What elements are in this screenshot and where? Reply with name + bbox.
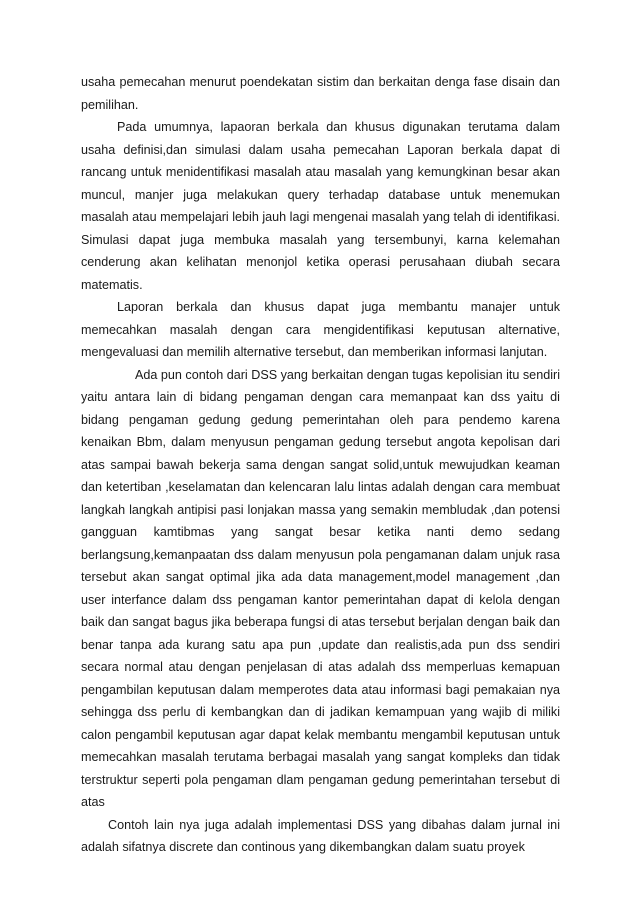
body-text — [81, 71, 560, 859]
paragraph-dss-police-example: Ada pun contoh dari DSS yang berkaitan dengan tugas kepolisian itu sendiri yaitu antara lain di bidang pengaman dengan cara memanpaat kan dss yaitu di bidang pengaman gedung gedung pemerintahan oleh para pendemo karena kenaikan Bbm, dalam menyusun pengaman gedung tersebut angota kepolisan dari atas sampai bawah bekerja sama dengan sangat solid,untuk mewujudkan keaman dan ketertiban ,keselamatan dan kelencaran lalu lintas adalah dengan cara membuat langkah langkah antipisi pasi lonjakan massa yang semakin membludak ,dan potensi gangguan kamtibmas yang sangat besar ketika nanti demo sedang berlangsung,kemanpaatan dss dalam menyusun pola pengamanan dalam unjuk rasa tersebut akan sangat optimal jika ada data management,model management ,dan user interfance dalam dss pengaman kantor pemerintahan dapat di kelola dengan baik dan sangat bagus jika beberapa fungsi di atas tersebut berjalan dengan baik dan benar tanpa ada kurang satu apa pun ,update dan realistis,ada pun dss sendiri secara normal atau dengan penjelasan di atas adalah dss memperluas kemapuan pengambilan keputusan dalam memperotes data atau informasi bagi pemakaian nya sehingga dss perlu di kembangkan dan di jadikan kemampuan yang wajib di miliki calon pengambil keputusan agar dapat kelak membantu mengambil keputusan untuk memecahkan masalah terutama berbagai masalah yang sangat kompleks dan tidak terstruktur seperti pola pengaman dlam pengaman gedung pemerintahan tersebut di atas — [81, 367, 560, 809]
paragraph-dss-other-example: Contoh lain nya juga adalah implementasi DSS yang dibahas dalam jurnal ini adalah sifatnya discrete dan continous yang dikembangkan dalam suatu proyek — [81, 817, 560, 854]
paragraph-reports-help-manager: Laporan berkala dan khusus dapat juga membantu manajer untuk memecahkan masalah dengan cara mengidentifikasi keputusan alternative, mengevaluasi dan memilih alternative tersebut, dan memberikan informasi lanjutan. — [81, 300, 560, 359]
paragraph-continuation: usaha pemecahan menurut poendekatan sistim dan berkaitan denga fase disain dan pemilihan. — [81, 75, 560, 112]
paragraph-reports-simulation: Pada umumnya, lapaoran berkala dan khusus digunakan terutama dalam usaha definisi,dan simulasi dalam usaha pemecahan Laporan berkala dapat di rancang untuk menidentifikasi masalah atau masalah yang kemungkinan besar akan muncul, manjer juga melakukan query terhadap database untuk menemukan masalah atau mempelajari lebih jauh lagi mengenai masalah yang telah di identifikasi. Simulasi dapat juga membuka masalah yang tersembunyi, karna kelemahan cenderung akan kelihatan menonjol ketika operasi perusahaan diubah secara matematis. — [81, 120, 560, 292]
